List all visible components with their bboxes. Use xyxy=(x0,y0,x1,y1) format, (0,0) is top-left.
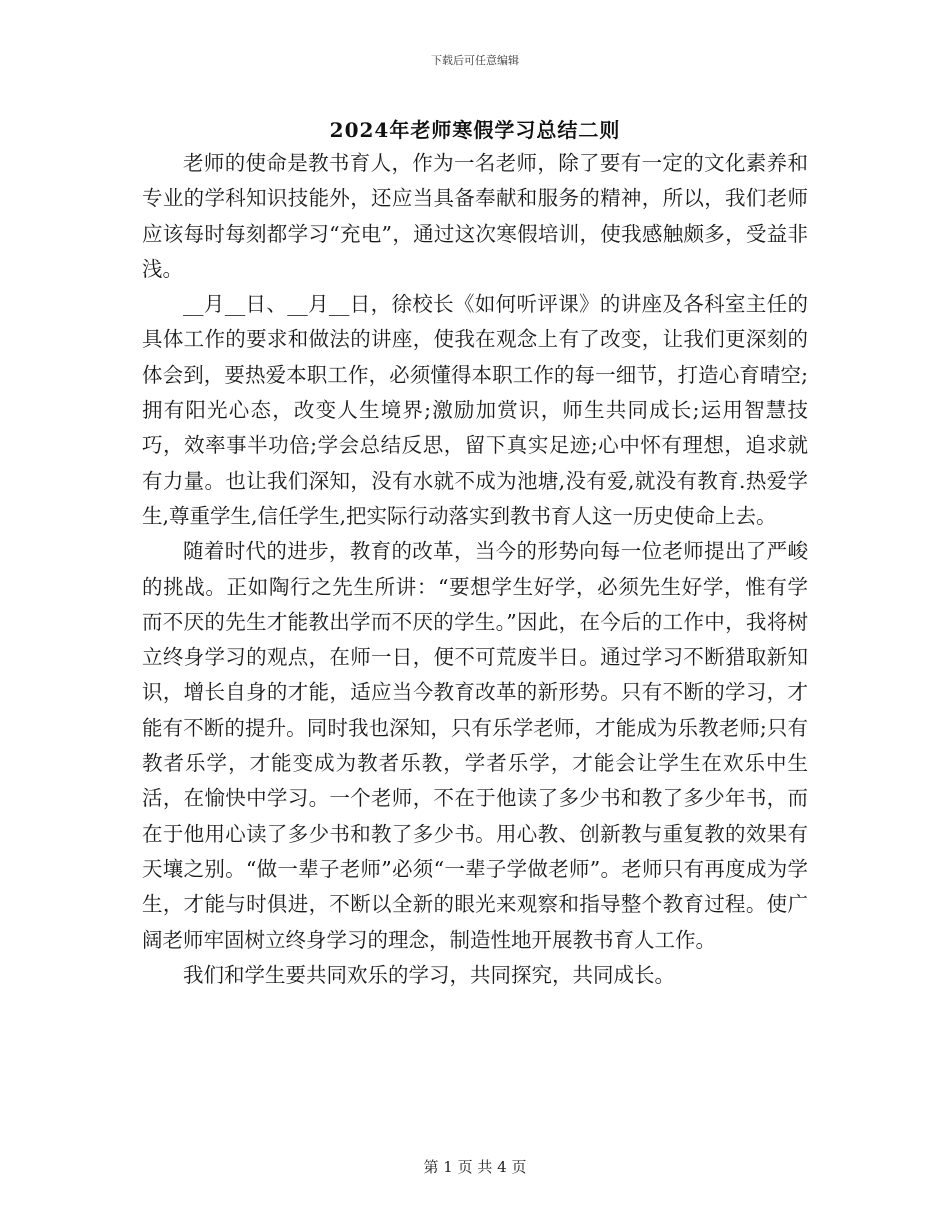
paragraph: 我们和学生要共同欢乐的学习，共同探究，共同成长。 xyxy=(183,962,675,987)
paragraph: 随着时代的进步，教育的改革，当今的形势向每一位老师提出了严峻的挑战。正如陶行之先生所讲：“要想学生好学，必须先生好学，惟有学而不厌的先生才能教出学而不厌的学生。”因此，在今后的工作中，我将树立终身学习的观点，在师一日，便不可荒废半日。通过学习不断猎取新知识，增长自身的才能，适应当今教育改革的新形势。只有不断的学习，才能有不断的提升。同时我也深知，只有乐学老师，才能成为乐教老师;只有教者乐学，才能变成为教者乐教，学者乐学，才能会让学生在欢乐中生活，在愉快中学习。一个老师，不在于他读了多少书和教了多少年书，而在于他用心读了多少书和教了多少书。用心教、创新教与重复教的效果有天壤之别。“做一辈子老师”必须“一辈子学做老师”。老师只有再度成为学生，才能与时俱进，不断以全新的眼光来观察和指导整个教育过程。使广阔老师牢固树立终身学习的理念，制造性地开展教书育人工作。 xyxy=(142,539,808,952)
paragraph: 老师的使命是教书育人，作为一名老师，除了要有一定的文化素养和专业的学科知识技能外，还应当具备奉献和服务的精神，所以，我们老师应该每时每刻都学习“充电”，通过这次寒假培训，使我感触颇多，受益非浅。 xyxy=(142,151,808,281)
paragraph: __月__日、__月__日，徐校长《如何听评课》的讲座及各科室主任的具体工作的要求和做法的讲座，使我在观念上有了改变，让我们更深刻的体会到，要热爱本职工作，必须懂得本职工作的每一细节，打造心育晴空;拥有阳光心态，改变人生境界;激励加赏识，师生共同成长;运用智慧技巧，效率事半功倍;学会总结反思，留下真实足迹;心中怀有理想，追求就有力量。也让我们深知，没有水就不成为池塘,没有爱,就没有教育.热爱学生,尊重学生,信任学生,把实际行动落实到教书育人这一历史使命上去。 xyxy=(142,292,808,528)
page-number: 第 1 页 共 4 页 xyxy=(423,1158,527,1176)
document-body xyxy=(142,146,808,993)
document-title: 2024年老师寒假学习总结二则 xyxy=(329,118,621,142)
header-note: 下载后可任意编辑 xyxy=(431,54,519,67)
